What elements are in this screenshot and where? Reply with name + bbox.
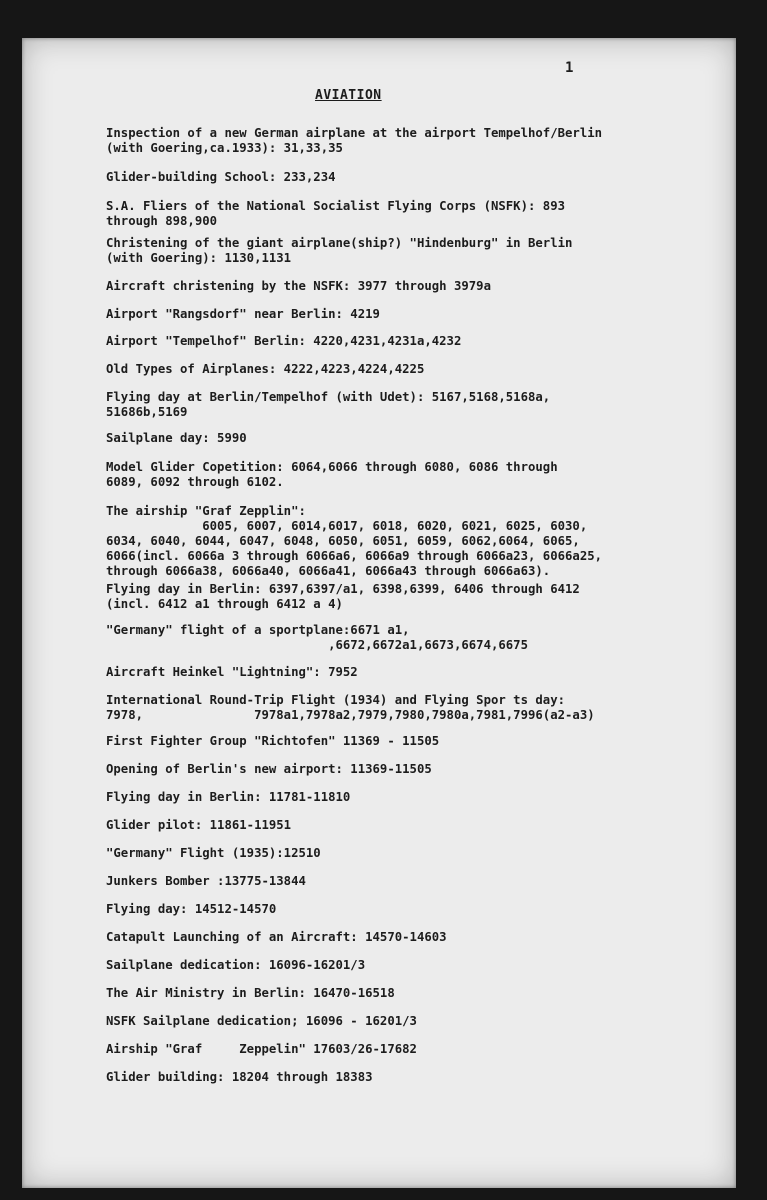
document-page xyxy=(22,38,736,1188)
index-entry-line: Glider-building School: 233,234 xyxy=(106,170,336,184)
index-entry-line: (incl. 6412 a1 through 6412 a 4) xyxy=(106,597,343,611)
index-entry xyxy=(106,460,558,490)
index-entry-line: Flying day: 14512-14570 xyxy=(106,902,277,916)
index-entry xyxy=(106,958,365,973)
index-entry xyxy=(106,1014,417,1029)
index-entry xyxy=(106,307,380,322)
index-entry-line: Aircraft Heinkel "Lightning": 7952 xyxy=(106,665,358,679)
index-entry-line: Opening of Berlin's new airport: 11369-11505 xyxy=(106,762,432,776)
index-entry-line: NSFK Sailplane dedication; 16096 - 16201/3 xyxy=(106,1014,417,1028)
index-entry xyxy=(106,1070,373,1085)
index-entry-line: Christening of the giant airplane(ship?) "Hindenburg" in Berlin xyxy=(106,236,573,250)
index-entry-line: S.A. Fliers of the National Socialist Flying Corps (NSFK): 893 xyxy=(106,199,566,213)
index-entry-line: Model Glider Copetition: 6064,6066 through 6080, 6086 through xyxy=(106,460,558,474)
index-entry xyxy=(106,693,595,723)
index-entry-line: through 6066a38, 6066a40, 6066a41, 6066a43 through 6066a63). xyxy=(106,564,551,578)
index-entry-line: Flying day in Berlin: 11781-11810 xyxy=(106,790,351,804)
index-entry xyxy=(106,390,550,420)
index-entry-line: 7978, 7978a1,7978a2,7979,7980,7980a,7981,7996(a2-a3) xyxy=(106,708,595,722)
index-entry xyxy=(106,902,276,917)
index-entry xyxy=(106,334,461,349)
index-entry-line: Flying day at Berlin/Tempelhof (with Udet): 5167,5168,5168a, xyxy=(106,390,551,404)
index-entry-line: Sailplane day: 5990 xyxy=(106,431,247,445)
index-entry-line: Old Types of Airplanes: 4222,4223,4224,4225 xyxy=(106,362,425,376)
index-entry-line: 6089, 6092 through 6102. xyxy=(106,475,284,489)
index-entry xyxy=(106,790,350,805)
page-number: 1 xyxy=(565,60,574,76)
index-entry xyxy=(106,170,336,185)
index-entry xyxy=(106,1042,417,1057)
index-entry-line: First Fighter Group "Richtofen" 11369 - 11505 xyxy=(106,734,440,748)
index-entry-line: ,6672,6672a1,6673,6674,6675 xyxy=(106,638,528,652)
index-entry-line: Junkers Bomber :13775-13844 xyxy=(106,874,306,888)
index-entry-line: (with Goering): 1130,1131 xyxy=(106,251,292,265)
index-entry xyxy=(106,279,491,294)
index-entry xyxy=(106,930,447,945)
index-entry-line: through 898,900 xyxy=(106,214,218,228)
index-entry-line: 51686b,5169 xyxy=(106,405,188,419)
index-entry-line: 6066(incl. 6066a 3 through 6066a6, 6066a9 through 6066a23, 6066a25, xyxy=(106,549,603,563)
index-entry-line: Glider pilot: 11861-11951 xyxy=(106,818,292,832)
index-entry-line: International Round-Trip Flight (1934) and Flying Spor ts day: xyxy=(106,693,566,707)
index-entry-line: The Air Ministry in Berlin: 16470-16518 xyxy=(106,986,395,1000)
index-entry-line: Aircraft christening by the NSFK: 3977 through 3979a xyxy=(106,279,491,293)
index-entry xyxy=(106,362,424,377)
index-entry-line: 6034, 6040, 6044, 6047, 6048, 6050, 6051, 6059, 6062,6064, 6065, xyxy=(106,534,580,548)
index-entry xyxy=(106,762,432,777)
index-entry xyxy=(106,986,395,1001)
index-entry-line: "Germany" Flight (1935):12510 xyxy=(106,846,321,860)
document-title: AVIATION xyxy=(315,88,382,103)
index-entry-line: Catapult Launching of an Aircraft: 14570-14603 xyxy=(106,930,447,944)
index-entry xyxy=(106,874,306,889)
index-entry xyxy=(106,846,321,861)
index-entry xyxy=(106,818,291,833)
index-entry-line: Airship "Graf Zeppelin" 17603/26-17682 xyxy=(106,1042,417,1056)
index-entry-line: (with Goering,ca.1933): 31,33,35 xyxy=(106,141,343,155)
index-entry-line: The airship "Graf Zepplin": xyxy=(106,504,306,518)
index-entry xyxy=(106,199,565,229)
index-entry-line: "Germany" flight of a sportplane:6671 a1, xyxy=(106,623,410,637)
index-entry-line: Glider building: 18204 through 18383 xyxy=(106,1070,373,1084)
index-entry xyxy=(106,126,602,156)
index-entry xyxy=(106,504,602,579)
index-entry xyxy=(106,734,439,749)
index-entry xyxy=(106,582,580,612)
index-entry xyxy=(106,236,572,266)
index-entry xyxy=(106,431,247,446)
index-entry-line: 6005, 6007, 6014,6017, 6018, 6020, 6021, 6025, 6030, xyxy=(106,519,588,533)
index-entry-line: Sailplane dedication: 16096-16201/3 xyxy=(106,958,366,972)
index-entry-line: Airport "Rangsdorf" near Berlin: 4219 xyxy=(106,307,380,321)
index-entry xyxy=(106,665,358,680)
index-entry-line: Airport "Tempelhof" Berlin: 4220,4231,4231a,4232 xyxy=(106,334,462,348)
index-entry-line: Flying day in Berlin: 6397,6397/a1, 6398,6399, 6406 through 6412 xyxy=(106,582,580,596)
index-entry-line: Inspection of a new German airplane at the airport Tempelhof/Berlin xyxy=(106,126,603,140)
index-entry xyxy=(106,623,528,653)
